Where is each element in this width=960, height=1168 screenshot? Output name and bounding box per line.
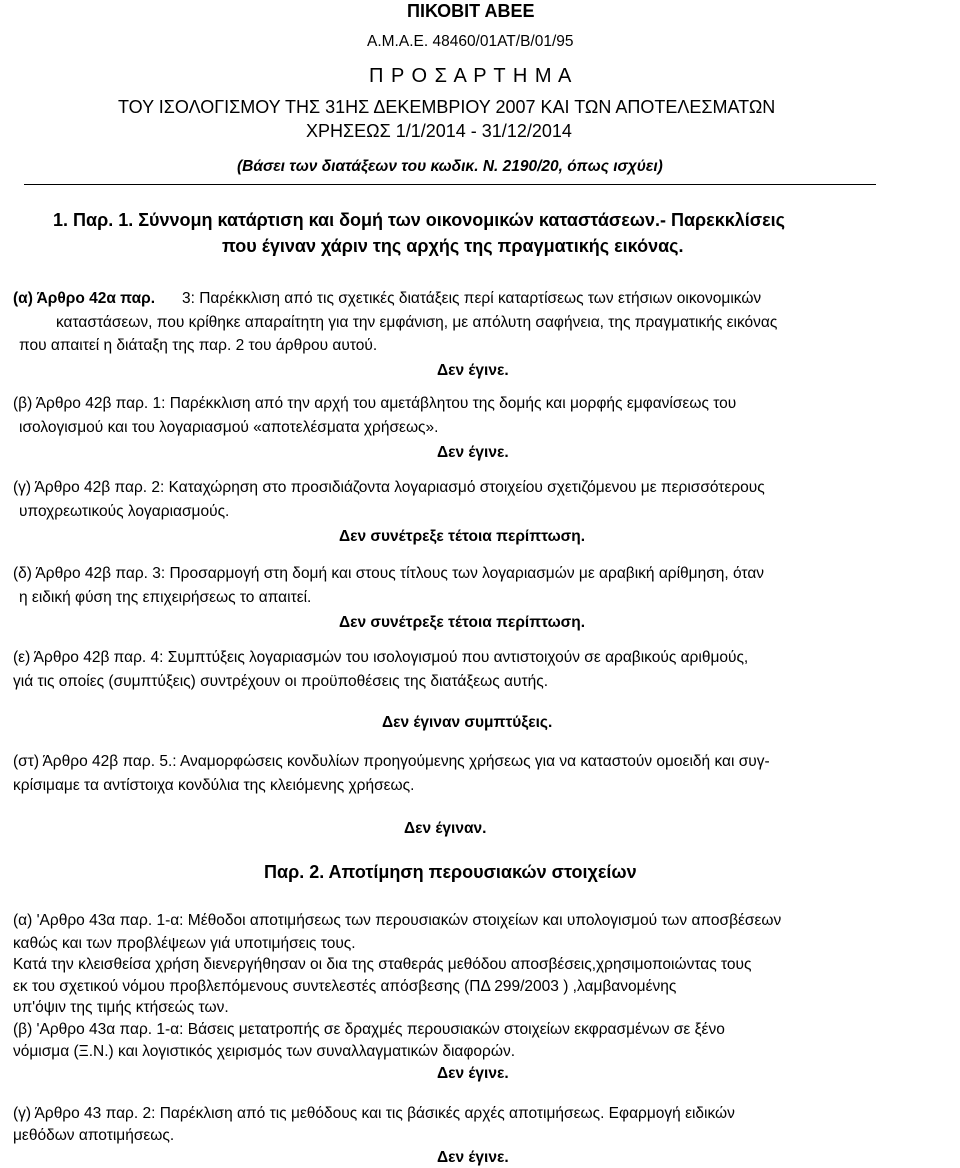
registry-number: Α.Μ.Α.Ε. 48460/01ΑΤ/Β/01/95 (367, 33, 574, 50)
item-b-line-2: ισολογισμού και του λογαριασμού «αποτελέσματα χρήσεως». (19, 419, 439, 436)
section1-heading-line-1: 1. Παρ. 1. Σύννομη κατάρτιση και δομή των οικονομικών καταστάσεων.- Παρεκκλίσεις (53, 210, 786, 230)
header-divider (24, 184, 876, 185)
item-e-line-2: γιά τις οποίες (συμπτύξεις) συντρέχουν οι προϋποθέσεις της διατάξεως αυτής. (13, 673, 549, 690)
item-d-line-2: η ειδική φύση της επιχειρήσεως το απαιτεί. (19, 589, 312, 606)
item-a-line-1: 3: Παρέκκλιση από τις σχετικές διατάξεις περί καταρτίσεως των ετήσιων οικονομικών (182, 290, 762, 307)
item-d-answer: Δεν συνέτρεξε τέτοια περίπτωση. (339, 614, 586, 631)
s2-item-a-line-3: Κατά την κλεισθείσα χρήση διενεργήθησαν οι δια της σταθεράς μεθόδου αποσβέσεις,χρησιμοποιώντας τους (13, 956, 752, 973)
subtitle-line-2: ΧΡΗΣΕΩΣ 1/1/2014 - 31/12/2014 (306, 121, 572, 141)
s2-item-c-line-2: μεθόδων αποτιμήσεως. (13, 1127, 175, 1144)
item-c-answer: Δεν συνέτρεξε τέτοια περίπτωση. (339, 528, 586, 545)
item-a-reference: (α) Άρθρο 42α παρ. (13, 290, 156, 307)
item-f-line-2: κρίσιμαμε τα αντίστοιχα κονδύλια της κλειόμενης χρήσεως. (13, 777, 415, 794)
item-a-line-3: που απαιτεί η διάταξη της παρ. 2 του άρθρου αυτού. (19, 337, 378, 354)
item-c-line-1: (γ) Άρθρο 42β παρ. 2: Καταχώρηση στο προσιδιάζοντα λογαριασμό στοιχείου σχετιζόμενου με περισσότερους (13, 479, 765, 496)
item-f-line-1: (στ) Άρθρο 42β παρ. 5.: Αναμορφώσεις κονδυλίων προηγούμενης χρήσεως για να καταστούν ομοειδή και συγ- (13, 753, 770, 770)
s2-item-c-answer: Δεν έγινε. (437, 1149, 509, 1166)
subtitle-line-1: ΤΟΥ ΙΣΟΛΟΓΙΣΜΟΥ ΤΗΣ 31ΗΣ ΔΕΚΕΜΒΡΙΟΥ 2007 ΚΑΙ ΤΩΝ ΑΠΟΤΕΛΕΣΜΑΤΩΝ (118, 97, 776, 117)
item-c-line-2: υποχρεωτικούς λογαριασμούς. (19, 503, 230, 520)
document-title: Π Ρ Ο Σ Α Ρ Τ Η Μ Α (369, 65, 573, 87)
s2-item-c-line-1: (γ) Άρθρο 43 παρ. 2: Παρέκλιση από τις μεθόδους και τις βάσικές αρχές αποτιμήσεως. Εφαρμογή ειδικών (13, 1105, 735, 1122)
section2-heading: Παρ. 2. Αποτίμηση περουσιακών στοιχείων (264, 862, 637, 882)
item-b-line-1: (β) Άρθρο 42β παρ. 1: Παρέκκλιση από την αρχή του αμετάβλητου της δομής και μορφής εμφανίσεως του (13, 395, 737, 412)
s2-item-b-line-1: (β) 'Αρθρο 43α παρ. 1-α: Βάσεις μετατροπής σε δραχμές περουσιακών στοιχείων εκφρασμένων σε ξένο (13, 1021, 725, 1038)
s2-item-a-line-1: (α) 'Αρθρο 43α παρ. 1-α: Μέθοδοι αποτιμήσεως των περουσιακών στοιχείων και υπολογισμού των αποσβέσεων (13, 912, 782, 929)
section1-heading-line-2: που έγιναν χάριν της αρχής της πραγματικής εικόνας. (222, 236, 684, 256)
item-a-line-2: καταστάσεων, που κρίθηκε απαραίτητη για την εμφάνιση, με απόλυτη σαφήνεια, της πραγματικής εικόνας (56, 314, 778, 331)
s2-item-a-line-2: καθώς και των προβλέψεων γιά υποτιμήσεις τους. (13, 935, 356, 952)
item-a-answer: Δεν έγινε. (437, 362, 509, 379)
s2-item-a-line-5: υπ'όψιν της τιμής κτήσεώς των. (13, 999, 229, 1016)
s2-item-b-answer: Δεν έγινε. (437, 1065, 509, 1082)
s2-item-a-line-4: εκ του σχετικού νόμου προβλεπόμενους συντελεστές απόσβεσης (ΠΔ 299/2003 ) ,λαμβανομένης (13, 978, 677, 995)
item-b-answer: Δεν έγινε. (437, 444, 509, 461)
legal-basis: (Βάσει των διατάξεων του κωδικ. Ν. 2190/20, όπως ισχύει) (237, 158, 663, 175)
item-e-line-1: (ε) Άρθρο 42β παρ. 4: Συμπτύξεις λογαριασμών του ισολογισμού που αντιστοιχούν σε αραβικούς αριθμούς, (13, 649, 749, 666)
item-f-answer: Δεν έγιναν. (404, 820, 487, 837)
company-name: ΠΙΚΟΒΙΤ ΑΒΕΕ (407, 1, 535, 21)
item-d-line-1: (δ) Άρθρο 42β παρ. 3: Προσαρμογή στη δομή και στους τίτλους των λογαριασμών με αραβική αρίθμηση, όταν (13, 565, 765, 582)
s2-item-b-line-2: νόμισμα (Ξ.Ν.) και λογιστικός χειρισμός των συναλλαγματικών διαφορών. (13, 1043, 516, 1060)
item-e-answer: Δεν έγιναν συμπτύξεις. (382, 714, 553, 731)
